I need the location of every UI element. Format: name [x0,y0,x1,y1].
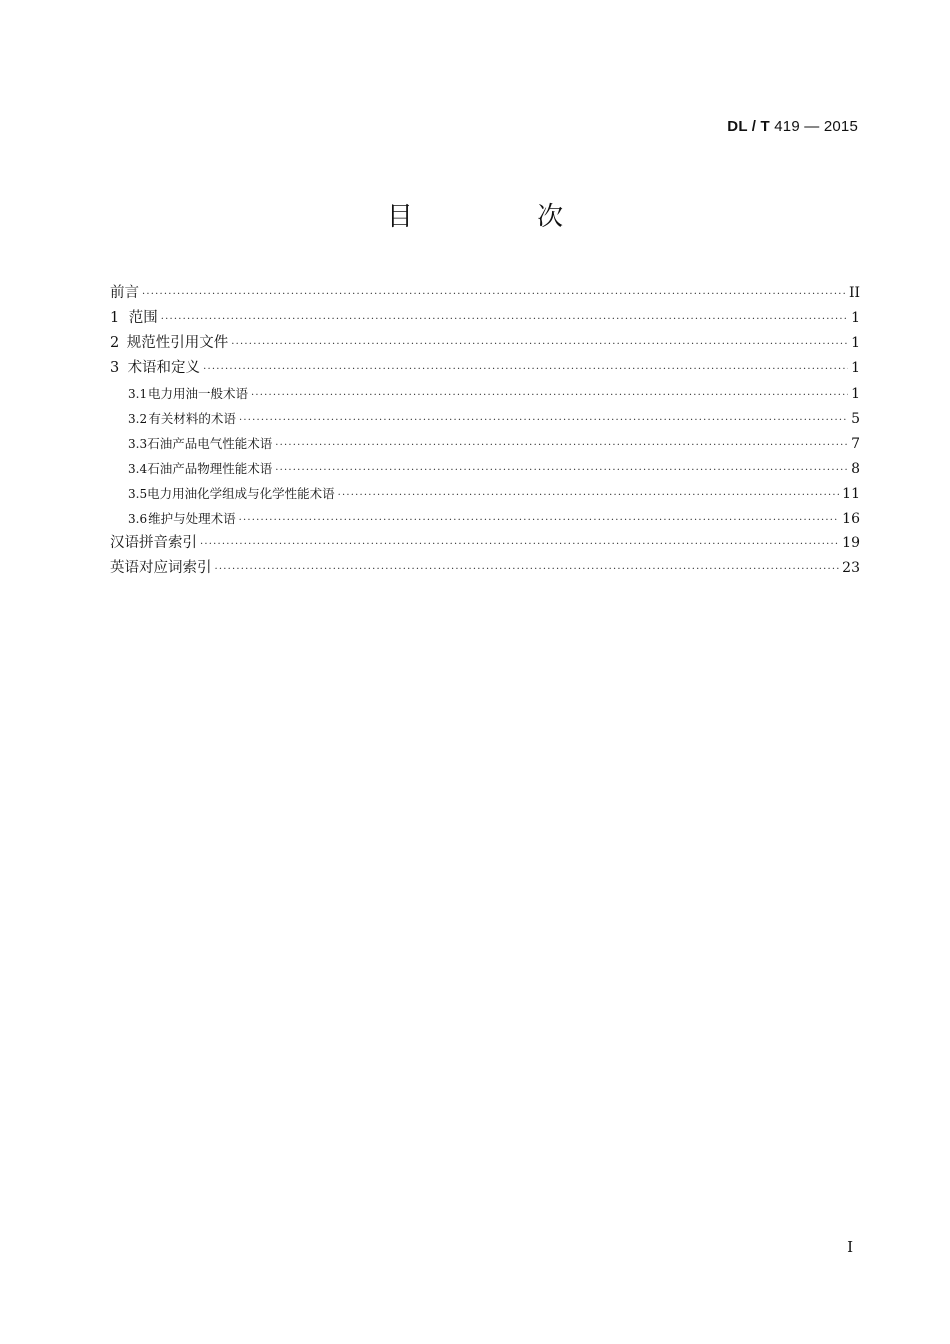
toc-entry-english-index[interactable] [110,556,860,581]
toc-entry-text: 石油产品物理性能术语 [147,461,273,476]
toc-entry-text: 术语和定义 [127,360,201,376]
standard-code-prefix: DL / T [727,118,770,135]
toc-entry-page: 16 [842,511,860,527]
toc-leader-dots [142,282,846,307]
toc-entry-page: 7 [851,436,860,452]
toc-entry-3-4[interactable] [110,456,860,481]
toc-entry-page: 23 [842,560,860,576]
page-number: I [847,1238,853,1256]
toc-leader-dots [239,508,840,533]
toc-entry-page: II [848,285,860,301]
toc-entry-page: 1 [851,360,860,376]
toc-entry-3-3[interactable] [110,431,860,456]
toc-entry-text: 规范性引用文件 [126,335,229,351]
toc-entry-text: 电力用油化学组成与化学性能术语 [147,486,335,501]
standard-code-number: 419 — 2015 [774,118,858,135]
toc-entry-number: 2 [110,335,120,351]
toc-entry-text: 英语对应词索引 [110,560,212,576]
toc-entry-page: 8 [851,461,860,477]
toc-leader-dots [161,307,848,332]
toc-entry-normative-references[interactable] [110,331,860,356]
toc-entry-text: 电力用油一般术语 [148,386,249,401]
toc-entry-page: 1 [851,386,860,402]
toc-leader-dots [251,383,848,408]
toc-entry-page: 5 [851,411,860,427]
toc-entry-number: 3.6 [128,512,148,526]
toc-entry-text: 维护与处理术语 [148,511,236,526]
toc-entry-number: 3 [110,360,120,376]
toc-entry-text: 石油产品电气性能术语 [147,436,273,451]
table-of-contents [110,281,860,581]
page-title: 目 次 [386,202,622,232]
toc-entry-page: 19 [842,535,860,551]
toc-entry-3-5[interactable] [110,481,860,506]
toc-entry-number: 3.3 [128,437,148,451]
toc-entry-terms-definitions[interactable] [110,356,860,381]
toc-entry-foreword[interactable] [110,281,860,306]
toc-entry-number: 3.2 [128,412,148,426]
toc-leader-dots [239,408,848,433]
toc-entry-page: 1 [851,310,860,326]
toc-leader-dots [203,357,848,382]
toc-entry-text: 前言 [110,285,139,301]
standard-code [727,118,858,135]
toc-leader-dots [275,458,848,483]
toc-entry-scope[interactable] [110,306,860,331]
toc-leader-dots [275,433,848,458]
toc-leader-dots [200,532,839,557]
toc-entry-number: 3.4 [128,462,148,476]
toc-leader-dots [338,483,840,508]
toc-entry-pinyin-index[interactable] [110,531,860,556]
toc-entry-page: 1 [851,335,860,351]
toc-entry-number: 1 [110,310,120,326]
toc-entry-number: 3.5 [128,487,148,501]
toc-entry-text: 汉语拼音索引 [110,535,197,551]
toc-entry-text: 有关材料的术语 [148,411,236,426]
toc-leader-dots [231,332,848,357]
toc-entry-3-6[interactable] [110,506,860,531]
toc-leader-dots [215,557,840,582]
toc-entry-text: 范围 [128,310,158,326]
toc-entry-number: 3.1 [128,387,148,401]
toc-entry-3-1[interactable] [110,381,860,406]
toc-entry-page: 11 [842,486,860,502]
toc-entry-3-2[interactable] [110,406,860,431]
